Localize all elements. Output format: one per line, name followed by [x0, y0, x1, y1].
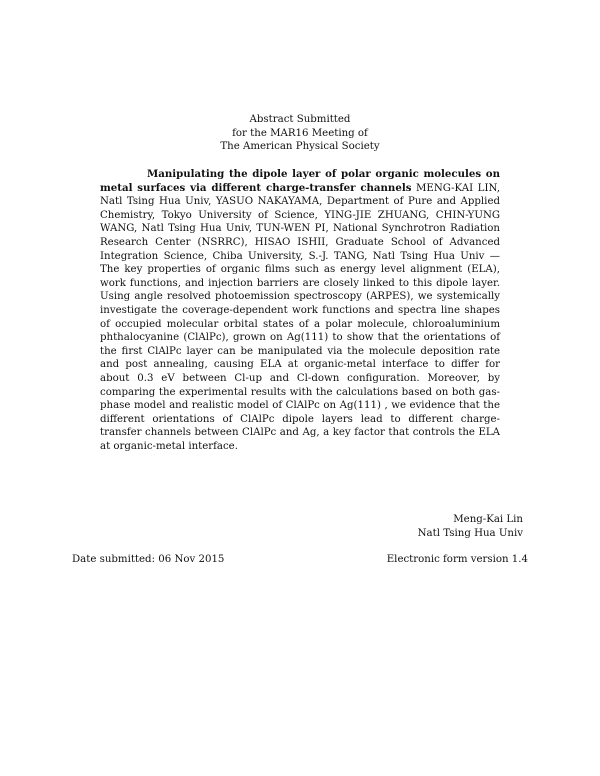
form-version: Electronic form version 1.4 [386, 554, 528, 565]
signature-name: Meng-Kai Lin [453, 514, 523, 525]
abstract-separator: — [484, 250, 500, 262]
abstract-paragraph [100, 168, 500, 453]
abstract-body: The key properties of organic films such as energy level alignment (ELA), work functions, and injection barriers are closely linked to this dipole layer. Using angle resolved photoemission spectroscopy (ARPES), we systemically investigate the coverage-dependent work functions and spectra line shapes of occupied molecular orbital states of a polar molecule, chloroaluminium phthalocyanine (ClAlPc), grown on Ag(111) to show that the orientations of the first ClAlPc layer can be manipulated via the molecule deposition rate and post annealing, causing ELA at organic-metal interface to differ for about 0.3 eV between Cl-up and Cl-down configuration. Moreover, by comparing the experimental results with the calculations based on both gas-phase model and realistic model of ClAlPc on Ag(111) , we evidence that the different orientations of ClAlPc dipole layers lead to different charge-transfer channels between ClAlPc and Ag, a key factor that controls the ELA at organic-metal interface. [100, 264, 500, 452]
header-line-society: The American Physical Society [220, 141, 380, 152]
signature-affiliation: Natl Tsing Hua Univ [417, 528, 523, 539]
abstract-authors: MENG-KAI LIN, Natl Tsing Hua Univ, YASUO NAKAYAMA, Department of Pure and Applied Chemistry, Tokyo University of Science, YING-JIE ZHUANG, CHIN-YUNG WANG, Natl Tsing Hua Univ, TUN-WEN PI, National Synchrotron Radiation Research Center (NSRRC), HISAO ISHII, Graduate School of Advanced Integration Science, Chiba University, S.-J. TANG, Natl Tsing Hua Univ [100, 182, 500, 262]
date-submitted: Date submitted: 06 Nov 2015 [72, 554, 225, 565]
signature-block [418, 513, 523, 541]
submission-header [0, 113, 600, 154]
header-line-meeting: for the MAR16 Meeting of [232, 127, 368, 139]
header-line-abstract-submitted: Abstract Submitted [249, 114, 351, 125]
abstract-title: Manipulating the dipole layer of polar organic molecules on metal surfaces via different charge-transfer channels [100, 168, 500, 194]
